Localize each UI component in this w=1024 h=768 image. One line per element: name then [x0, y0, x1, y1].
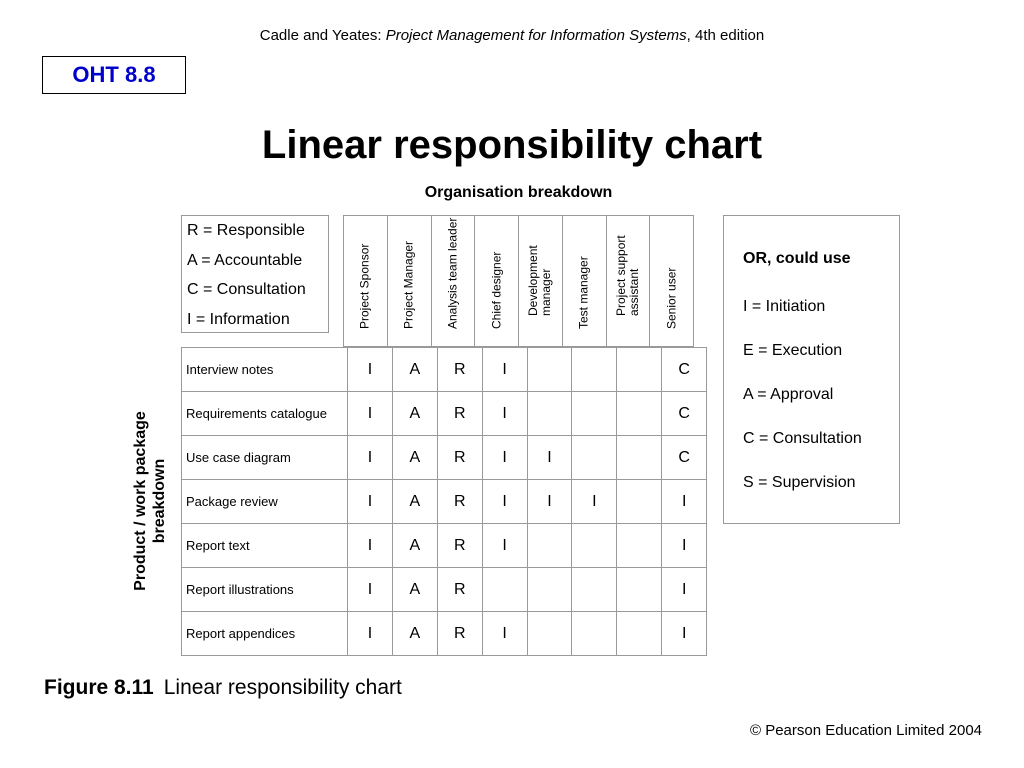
responsibility-cell [617, 568, 662, 612]
role-label: Analysis team leader [445, 217, 460, 329]
role-header-cell [388, 216, 432, 346]
responsibility-cell: I [348, 392, 393, 436]
legend-box [181, 215, 329, 333]
responsibility-cell [617, 348, 662, 392]
alternative-legend-title: OR, could use [743, 250, 851, 267]
legend-item: I = Information [187, 310, 290, 328]
table-row [182, 568, 707, 612]
task-name: Requirements catalogue [182, 392, 348, 436]
legend-item: A = Accountable [187, 251, 303, 269]
oht-label: OHT 8.8 [42, 56, 186, 94]
responsibility-cell [482, 568, 527, 612]
table-row [182, 348, 707, 392]
role-header-cell [519, 216, 563, 346]
responsibility-cell: R [437, 612, 482, 656]
book-edition: , 4th edition [686, 27, 765, 44]
responsibility-cell: I [572, 480, 617, 524]
responsibility-cell: I [348, 348, 393, 392]
responsibility-cell [527, 348, 572, 392]
task-name: Report appendices [182, 612, 348, 656]
responsibility-cell [527, 612, 572, 656]
alternative-legend-item: A = Approval [743, 386, 834, 403]
responsibility-cell [527, 524, 572, 568]
responsibility-cell: I [482, 524, 527, 568]
role-label: Senior user [664, 267, 679, 329]
responsibility-cell: I [662, 568, 707, 612]
figure-number: Figure 8.11 [44, 676, 154, 699]
responsibility-grid [181, 347, 707, 656]
responsibility-cell [572, 524, 617, 568]
responsibility-cell [527, 392, 572, 436]
role-header-row [343, 215, 694, 347]
alternative-legend-item: E = Execution [743, 342, 843, 359]
book-authors: Cadle and Yeates: [259, 27, 386, 44]
role-label: Test manager [576, 256, 591, 329]
responsibility-cell: I [482, 480, 527, 524]
role-label: Project Sponsor [357, 243, 372, 329]
task-name: Report illustrations [182, 568, 348, 612]
role-label: Development manager [526, 245, 554, 316]
book-title: Project Management for Information Systems [385, 27, 687, 44]
responsibility-cell [572, 392, 617, 436]
responsibility-cell [617, 480, 662, 524]
role-header-cell [475, 216, 519, 346]
task-name: Use case diagram [182, 436, 348, 480]
responsibility-cell: A [392, 480, 437, 524]
responsibility-cell [572, 612, 617, 656]
responsibility-cell: R [437, 392, 482, 436]
book-reference [0, 27, 1024, 44]
table-row [182, 480, 707, 524]
task-name: Interview notes [182, 348, 348, 392]
organisation-breakdown-label: Organisation breakdown [424, 184, 613, 201]
role-header-cell [432, 216, 476, 346]
table-row [182, 436, 707, 480]
responsibility-cell: A [392, 524, 437, 568]
responsibility-cell: I [482, 348, 527, 392]
responsibility-cell: I [482, 392, 527, 436]
responsibility-cell: I [662, 524, 707, 568]
product-breakdown-label: Product / work package breakdown [132, 411, 168, 591]
alternative-legend-box [723, 215, 900, 524]
table-row [182, 392, 707, 436]
responsibility-cell: A [392, 392, 437, 436]
responsibility-cell: A [392, 436, 437, 480]
responsibility-cell: I [482, 612, 527, 656]
responsibility-cell [572, 436, 617, 480]
responsibility-cell: A [392, 348, 437, 392]
responsibility-cell: I [662, 612, 707, 656]
responsibility-cell: I [527, 480, 572, 524]
role-header-cell [344, 216, 388, 346]
role-header-cell [650, 216, 693, 346]
alternative-legend-item: C = Consultation [743, 430, 862, 447]
responsibility-cell: C [662, 392, 707, 436]
legend-item: R = Responsible [187, 222, 305, 239]
responsibility-cell: I [348, 612, 393, 656]
responsibility-cell: I [348, 436, 393, 480]
responsibility-cell: R [437, 480, 482, 524]
responsibility-cell: I [348, 568, 393, 612]
responsibility-cell: I [482, 436, 527, 480]
role-header-cell [563, 216, 607, 346]
responsibility-cell [617, 612, 662, 656]
responsibility-cell: I [662, 480, 707, 524]
responsibility-cell: R [437, 436, 482, 480]
copyright-notice: © Pearson Education Limited 2004 [749, 722, 982, 739]
alternative-legend-item: I = Initiation [743, 298, 826, 315]
responsibility-cell: I [348, 480, 393, 524]
responsibility-cell: C [662, 436, 707, 480]
page-title: Linear responsibility chart [261, 123, 763, 167]
responsibility-cell: I [348, 524, 393, 568]
task-name: Report text [182, 524, 348, 568]
responsibility-cell [572, 568, 617, 612]
task-name: Package review [182, 480, 348, 524]
role-header-cell [607, 216, 651, 346]
responsibility-cell [617, 392, 662, 436]
responsibility-cell: I [527, 436, 572, 480]
figure-caption [44, 676, 402, 700]
responsibility-cell: R [437, 568, 482, 612]
role-label: Project Manager [401, 240, 416, 329]
responsibility-cell [572, 348, 617, 392]
responsibility-cell [617, 524, 662, 568]
role-label: Chief designer [489, 251, 504, 329]
role-label: Project support assistant [613, 235, 641, 316]
responsibility-cell: R [437, 348, 482, 392]
responsibility-cell: R [437, 524, 482, 568]
alternative-legend-item: S = Supervision [743, 474, 856, 491]
responsibility-cell [527, 568, 572, 612]
responsibility-cell: A [392, 612, 437, 656]
figure-caption-text: Linear responsibility chart [163, 676, 402, 699]
table-row [182, 612, 707, 656]
table-row [182, 524, 707, 568]
responsibility-cell: A [392, 568, 437, 612]
responsibility-cell: C [662, 348, 707, 392]
legend-item: C = Consultation [187, 281, 306, 298]
responsibility-cell [617, 436, 662, 480]
